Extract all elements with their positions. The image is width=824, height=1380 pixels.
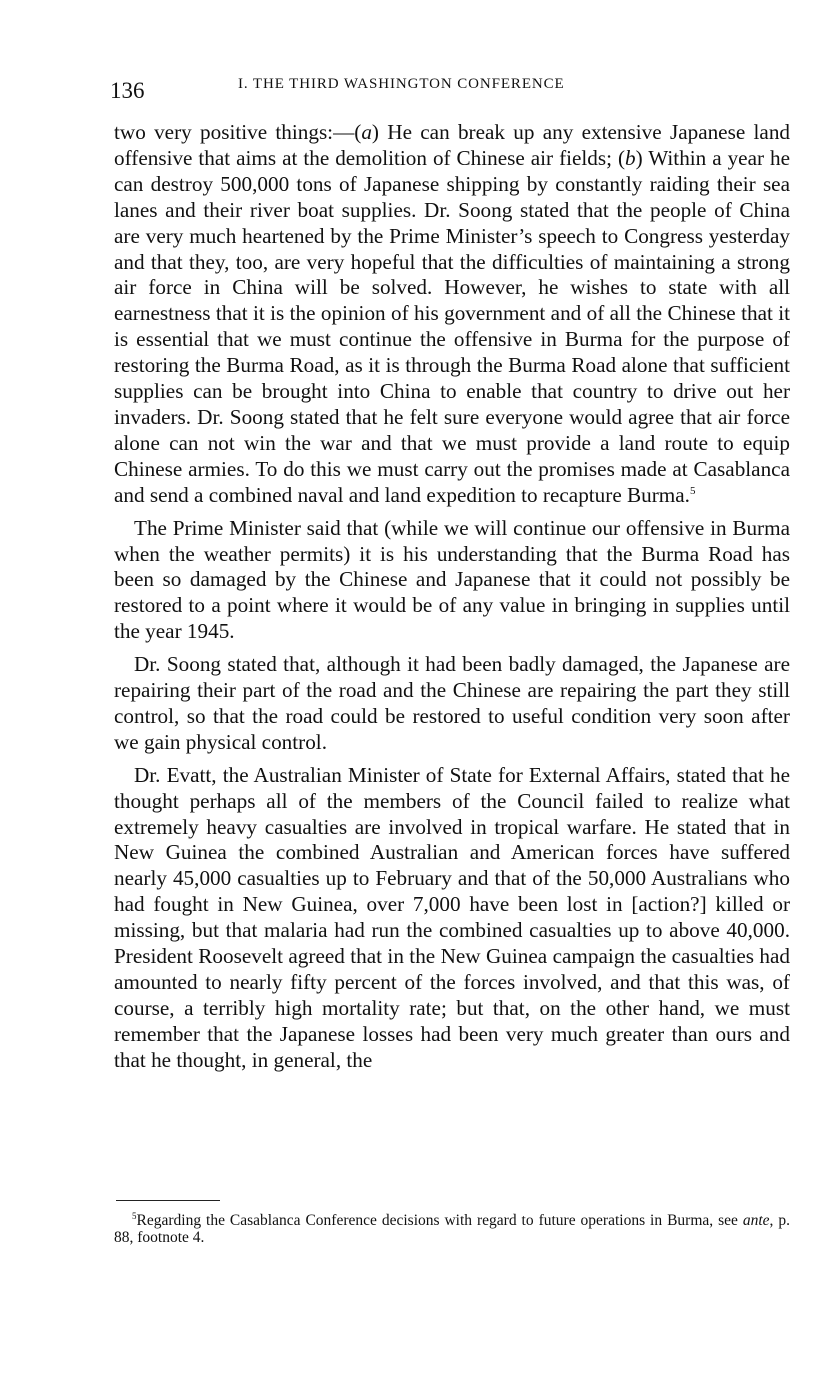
paragraph-1-part-b: ) He can break up any extensive Japanese land offensive that aims at the demolition of Chinese air fields; ( <box>114 120 791 170</box>
paragraph-1 <box>114 120 790 509</box>
footnote <box>114 1212 790 1246</box>
paragraph-3: Dr. Soong stated that, although it had been badly damaged, the Japanese are repairing their part of the road and the Chinese are repairing the part they still control, so that the road could be restored to useful condition very soon after we gain physical control. <box>114 652 790 754</box>
page-number: 136 <box>110 78 145 103</box>
footnote-text-italic: ante <box>742 1212 770 1229</box>
footnote-mark: 5 <box>132 1210 137 1221</box>
running-head: I. THE THIRD WASHINGTON CONFERENCE <box>238 76 565 92</box>
footnote-divider <box>116 1200 220 1201</box>
body-text <box>114 120 790 1074</box>
paragraph-1-part-c: ) Within a year he can destroy 500,000 tons of Japanese shipping by constantly raiding their sea lanes and their river boat supplies. Dr. Soong stated that the people of China are very much heartened by the Prime Minister’s speech to Congress yesterday and that they, too, are very hopeful that the difficulties of maintaining a strong air force in China will be solved. However, he wishes to state with all earnestness that it is the opinion of his government and of all the Chinese that it is essential that we must continue the offensive in Burma for the purpose of restoring the Burma Road, as it is through the Burma Road alone that sufficient supplies can be brought into China to enable that country to drive out her invaders. Dr. Soong stated that he felt sure everyone would agree that air force alone can not win the war and that we must provide a land route to equip Chinese armies. To do this we must carry out the promises made at Casablanca and send a combined naval and land expedition to recapture Burma. <box>114 145 790 507</box>
page-header <box>110 76 720 108</box>
item-letter-b: b <box>625 145 636 170</box>
footnote-text-a: Regarding the Casablanca Conference decisions with regard to future operations in Burma, see <box>136 1212 743 1229</box>
paragraph-2: The Prime Minister said that (while we will continue our offensive in Burma when the weather permits) it is his understanding that the Burma Road has been so damaged by the Chinese and Japanese that it could not possibly be restored to a point where it would be of any value in bringing in supplies until the year 1945. <box>114 515 790 644</box>
footnote-reference: 5 <box>689 484 696 497</box>
item-letter-a: a <box>361 120 372 144</box>
paragraph-4: Dr. Evatt, the Australian Minister of State for External Affairs, stated that he thought perhaps all of the members of the Council failed to realize what extremely heavy casualties are involved in tropical warfare. He stated that in New Guinea the combined Australian and American forces have suffered nearly 45,000 casualties up to February and that of the 50,000 Australians who had fought in New Guinea, over 7,000 have been lost in [action?] killed or missing, but that malaria had run the combined casualties up to above 40,000. President Roosevelt agreed that in the New Guinea campaign the casualties had amounted to nearly fifty percent of the forces involved, and that this was, of course, a terribly high mortality rate; but that, on the other hand, we must remember that the Japanese losses had been very much greater than ours and that he thought, in general, the <box>114 762 790 1072</box>
footnote-text-b: , p. 88, footnote 4. <box>114 1212 791 1246</box>
paragraph-1-part-a: two very positive things:—( <box>114 120 362 144</box>
